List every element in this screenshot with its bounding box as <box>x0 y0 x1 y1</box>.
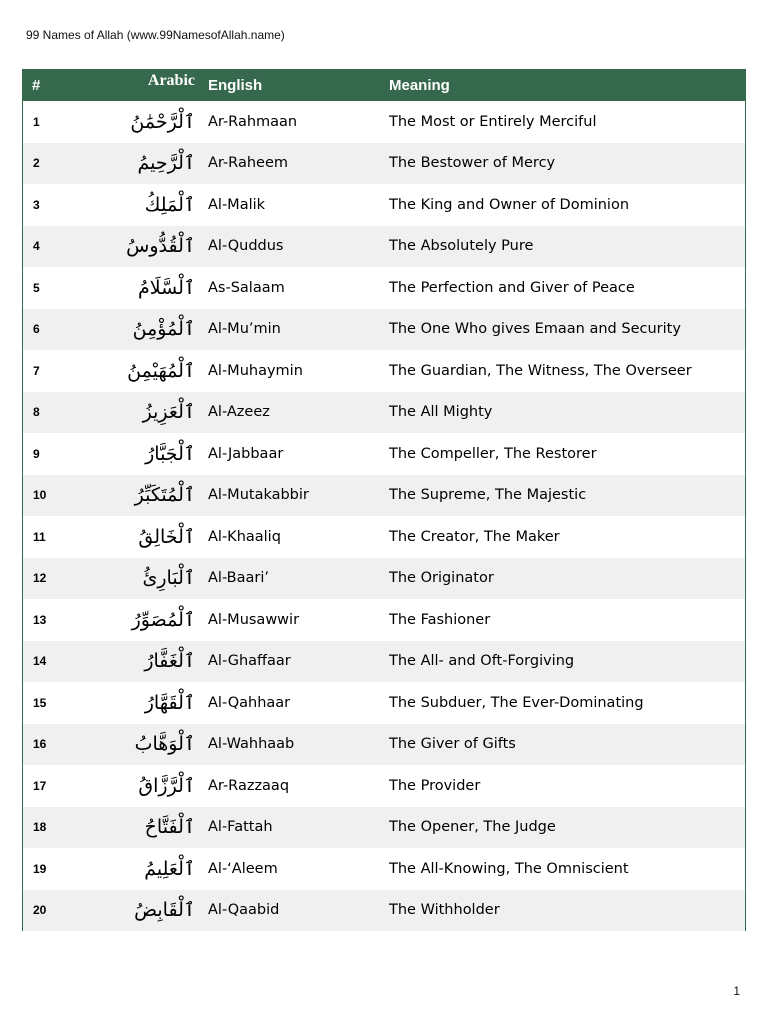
name-meaning: The Opener, The Judge <box>389 819 556 836</box>
column-header-arabic: Arabic <box>147 72 195 89</box>
arabic-name: ٱلْقُدُّوسُ <box>126 235 195 258</box>
arabic-name: ٱلْوَهَّابُ <box>134 733 195 756</box>
english-transliteration: Al-Mutakabbir <box>208 487 309 504</box>
arabic-name: ٱلْرَّزَّاقُ <box>138 774 195 797</box>
arabic-name: ٱلْعَلِيمُ <box>144 857 195 880</box>
column-header-meaning: Meaning <box>389 76 450 94</box>
names-table-container <box>22 69 746 931</box>
row-number: 14 <box>33 654 47 669</box>
row-number: 12 <box>33 571 47 586</box>
name-meaning: The Guardian, The Witness, The Overseer <box>389 362 692 379</box>
arabic-name: ٱلْسَّلَامُ <box>138 276 195 299</box>
arabic-name: ٱلْعَزِيزُ <box>142 401 195 424</box>
row-number: 10 <box>33 488 47 503</box>
english-transliteration: Al-Ghaffaar <box>208 653 291 670</box>
arabic-name: ٱلْقَهَّارُ <box>144 691 195 714</box>
column-header-english: English <box>208 76 263 94</box>
table-row <box>23 433 745 475</box>
row-number: 1 <box>33 114 40 129</box>
table-row <box>23 475 745 517</box>
table-row <box>23 765 745 807</box>
table-header-row <box>23 69 745 101</box>
row-number: 6 <box>33 322 40 337</box>
row-number: 20 <box>33 903 47 918</box>
table-row <box>23 309 745 351</box>
row-number: 19 <box>33 861 47 876</box>
arabic-name: ٱلْمُهَيْمِنُ <box>127 359 195 382</box>
name-meaning: The Provider <box>389 777 481 794</box>
name-meaning: The Originator <box>389 570 494 587</box>
english-transliteration: Al-Jabbaar <box>208 445 284 462</box>
english-transliteration: Al-Khaaliq <box>208 528 281 545</box>
name-meaning: The King and Owner of Dominion <box>389 196 630 213</box>
name-meaning: The Fashioner <box>389 611 491 628</box>
name-meaning: The Supreme, The Majestic <box>389 487 587 504</box>
arabic-name: ٱلْمَلِكُ <box>144 193 195 216</box>
name-meaning: The Most or Entirely Merciful <box>389 113 597 130</box>
name-meaning: The Withholder <box>389 902 500 919</box>
table-row <box>23 848 745 890</box>
table-row <box>23 558 745 600</box>
row-number: 16 <box>33 737 47 752</box>
table-row <box>23 267 745 309</box>
arabic-name: ٱلْرَّحْمَٰنُ <box>130 110 195 133</box>
name-meaning: The Perfection and Giver of Peace <box>389 279 635 296</box>
table-row <box>23 184 745 226</box>
arabic-name: ٱلْخَالِقُ <box>138 525 195 548</box>
english-transliteration: Ar-Razzaaq <box>208 777 290 794</box>
table-body <box>23 101 745 931</box>
row-number: 8 <box>33 405 40 420</box>
document-title: 99 Names of Allah (www.99NamesofAllah.name) <box>26 28 285 42</box>
english-transliteration: Al-Qaabid <box>208 902 280 919</box>
names-table <box>23 69 745 931</box>
table-row <box>23 724 745 766</box>
name-meaning: The All Mighty <box>389 404 493 421</box>
table-row <box>23 890 745 932</box>
english-transliteration: Al-Quddus <box>208 238 284 255</box>
table-row <box>23 143 745 185</box>
english-transliteration: Ar-Raheem <box>208 155 288 172</box>
table-row <box>23 807 745 849</box>
row-number: 17 <box>33 778 47 793</box>
arabic-name: ٱلْبَارِئُ <box>142 567 195 590</box>
name-meaning: The Compeller, The Restorer <box>389 445 597 462</box>
arabic-name: ٱلْجَبَّارُ <box>145 442 195 465</box>
table-row <box>23 599 745 641</box>
english-transliteration: Al-Wahhaab <box>208 736 295 753</box>
page-number: 1 <box>733 984 740 998</box>
name-meaning: The All-Knowing, The Omniscient <box>389 860 629 877</box>
row-number: 7 <box>33 363 40 378</box>
arabic-name: ٱلْفَتَّاحُ <box>144 816 195 839</box>
english-transliteration: Al-‘Aleem <box>208 860 278 877</box>
table-row <box>23 226 745 268</box>
english-transliteration: Al-Baari’ <box>208 570 269 587</box>
english-transliteration: Al-Mu’min <box>208 321 281 338</box>
column-header-number: # <box>32 76 41 94</box>
name-meaning: The One Who gives Emaan and Security <box>389 321 681 338</box>
table-row <box>23 350 745 392</box>
row-number: 4 <box>33 239 40 254</box>
english-transliteration: As-Salaam <box>208 279 285 296</box>
table-row <box>23 392 745 434</box>
row-number: 3 <box>33 197 40 212</box>
table-row <box>23 641 745 683</box>
arabic-name: ٱلْقَابِضُ <box>134 899 195 922</box>
english-transliteration: Al-Musawwir <box>208 611 300 628</box>
english-transliteration: Al-Azeez <box>208 404 270 421</box>
row-number: 9 <box>33 446 40 461</box>
table-row <box>23 101 745 143</box>
english-transliteration: Ar-Rahmaan <box>208 113 298 130</box>
name-meaning: The Bestower of Mercy <box>389 155 556 172</box>
row-number: 15 <box>33 695 47 710</box>
table-row <box>23 516 745 558</box>
name-meaning: The All- and Oft-Forgiving <box>389 653 575 670</box>
row-number: 13 <box>33 612 47 627</box>
english-transliteration: Al-Muhaymin <box>208 362 303 379</box>
name-meaning: The Absolutely Pure <box>389 238 534 255</box>
arabic-name: ٱلْغَفَّارُ <box>144 650 195 673</box>
arabic-name: ٱلْرَّحِيمُ <box>137 152 195 175</box>
english-transliteration: Al-Fattah <box>208 819 273 836</box>
row-number: 5 <box>33 280 40 295</box>
name-meaning: The Creator, The Maker <box>389 528 560 545</box>
row-number: 2 <box>33 156 40 171</box>
table-row <box>23 682 745 724</box>
name-meaning: The Giver of Gifts <box>389 736 516 753</box>
english-transliteration: Al-Qahhaar <box>208 694 291 711</box>
name-meaning: The Subduer, The Ever-Dominating <box>389 694 644 711</box>
row-number: 11 <box>33 529 46 544</box>
arabic-name: ٱلْمُتَكَبِّرُ <box>134 484 195 507</box>
english-transliteration: Al-Malik <box>208 196 266 213</box>
arabic-name: ٱلْمُؤْمِنُ <box>132 318 195 341</box>
arabic-name: ٱلْمُصَوِّرُ <box>131 608 195 631</box>
row-number: 18 <box>33 820 47 835</box>
